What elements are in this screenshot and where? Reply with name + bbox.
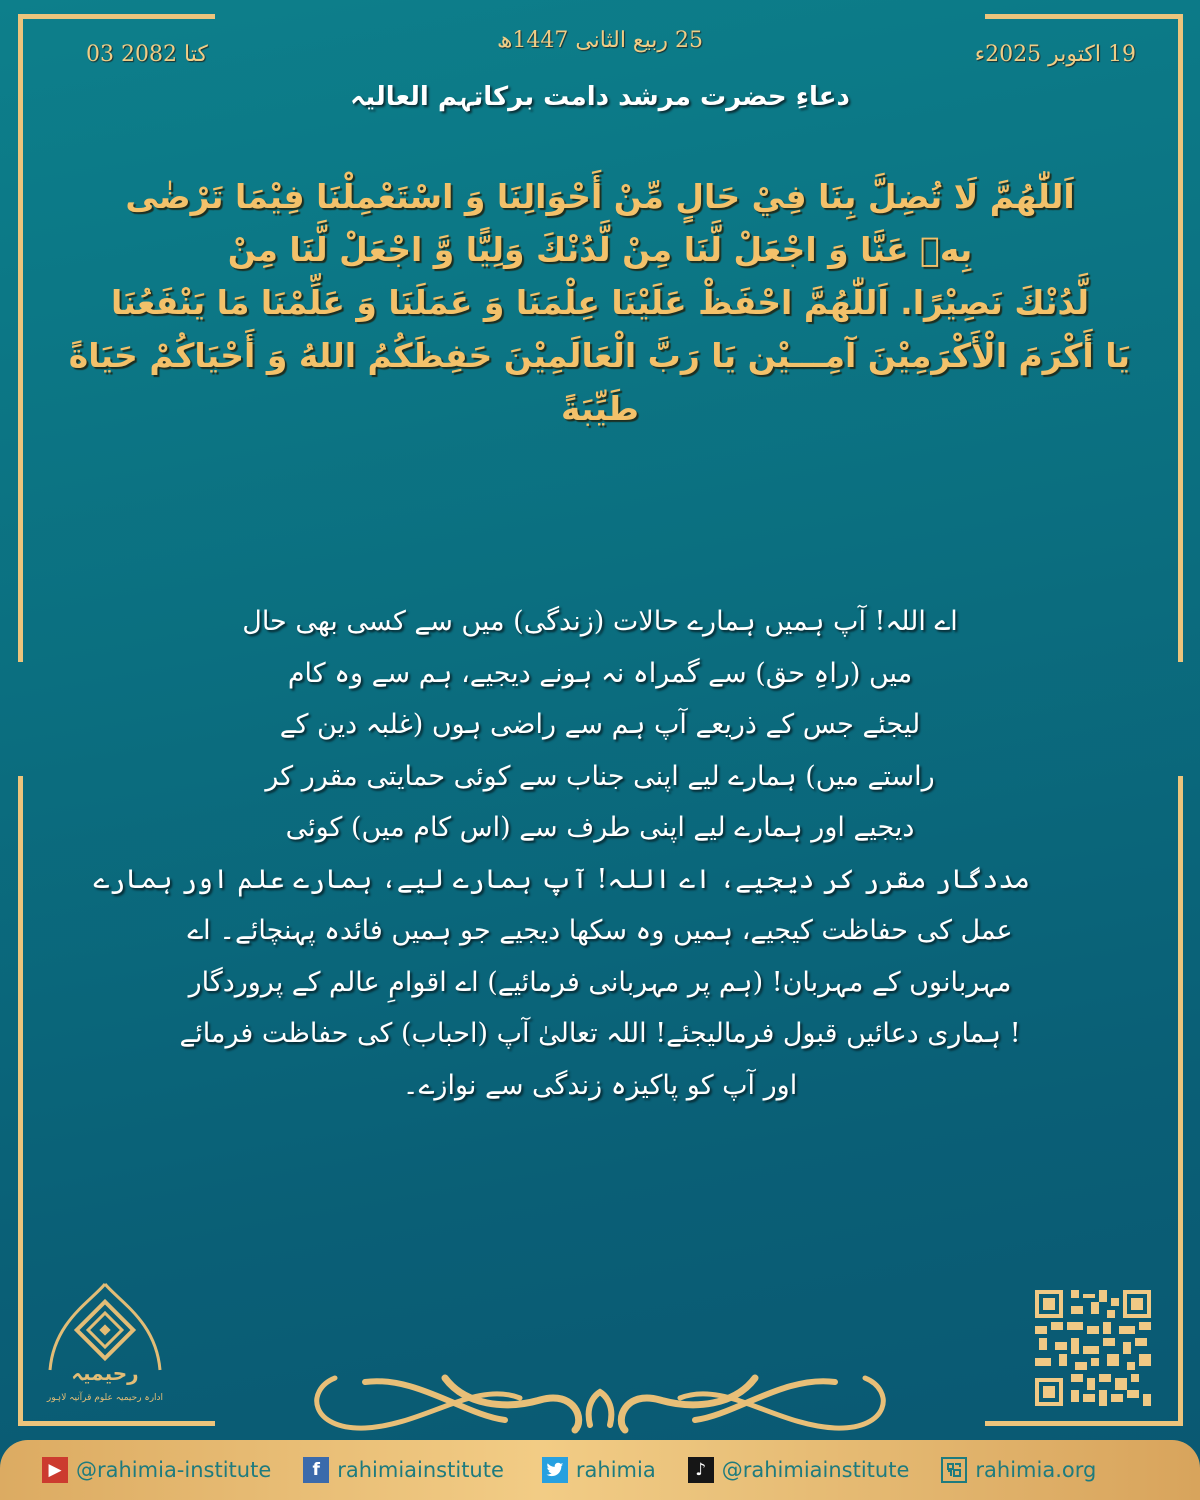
dua-arabic-line: اَللّٰهُمَّ لَا تُضِلَّ بِنَا فِيْ حَالٍ مِّنْ أَحْوَالِنَا وَ اسْتَعْمِلْنَا فِيْمَا تَرْضٰى [125,177,1075,216]
translation-line: اور آپ کو پاکیزہ زندگی سے نوازے۔ [402,1069,798,1101]
social-handle[interactable]: rahimia [575,1458,656,1482]
dua-arabic [70,170,1130,435]
ornament-divider [305,1370,895,1438]
social-link-twitter[interactable] [542,1457,656,1483]
date-hijri: 25 ربیع الثانی 1447ھ [496,28,704,53]
date-gregorian: 19 اکتوبر 2025ء [974,42,1136,67]
social-link-facebook[interactable] [303,1457,504,1483]
frame-top-left-h [18,14,215,19]
website-url[interactable]: rahimia.org [975,1458,1097,1482]
social-footer [0,1440,1200,1500]
dua-arabic-line: يَا أَكْرَمَ الْأَكْرَمِيْنَ آمِـــيْن يَا رَبَّ الْعَالَمِيْنَ حَفِظَكُمُ اللهُ وَ أَحْيَاكُمْ حَيَاةً [68,336,1130,375]
translation-line: میں (راہِ حق) سے گمراہ نہ ہونے دیجیے، ہم سے وہ کام [287,657,913,689]
qr-code[interactable] [1034,1290,1152,1406]
social-link-tiktok[interactable] [688,1457,910,1483]
qr-code-icon [1034,1290,1152,1406]
website-icon [941,1457,967,1483]
translation-urdu [93,596,1030,1111]
youtube-icon: ▶ [42,1457,68,1483]
translation-line: مہربانوں کے مہربان! (ہم پر مہربانی فرمائیے) اے اقوامِ عالم کے پروردگار [188,966,1012,998]
translation-line: مددگار مقرر کر دیجیے، اے اللہ! آپ ہمارے لیے، ہمارے علم اور ہمارے [93,863,1030,895]
dua-arabic-line: طَيِّبَةً [560,389,640,428]
translation-line: اے اللہ! آپ ہمیں ہمارے حالات (زندگی) میں سے کسی بھی حال [242,606,958,637]
social-handle[interactable]: rahimiainstitute [337,1458,504,1482]
frame-bottom-left-v [18,776,23,1426]
translation-line: راستے میں) ہمارے لیے اپنی جناب سے کوئی حمایتی مقرر کر [265,760,935,792]
svg-text:ادارہ رحیمیہ علوم قرآنیہ لاہور: ادارہ رحیمیہ علوم قرآنیہ لاہور [46,1393,164,1403]
translation-line: ! ہماری دعائیں قبول فرمالیجئے! اللہ تعالیٰ آپ (احباب) کی حفاظت فرمائے [179,1018,1021,1049]
social-link-youtube[interactable] [42,1457,271,1483]
dua-arabic-line: بِهٖ عَنَّا وَ اجْعَلْ لَّنَا مِنْ لَّدُنْكَ وَلِيًّا وَّ اجْعَلْ لَّنَا مِنْ [227,230,973,269]
frame-bottom-right-h [985,1421,1183,1426]
facebook-icon: f [303,1457,329,1483]
frame-bottom-left-h [18,1421,215,1426]
flourish-ornament-icon [305,1370,895,1438]
frame-bottom-right-v [1178,776,1183,1426]
frame-top-right-h [985,14,1183,19]
kufic-square-logo-icon [40,1282,170,1410]
svg-text:رحیمیہ: رحیمیہ [71,1361,139,1385]
social-handle[interactable]: @rahimia-institute [76,1458,272,1482]
tiktok-icon: ♪ [688,1457,714,1483]
twitter-icon [542,1457,568,1483]
translation-line: عمل کی حفاظت کیجیے، ہمیں وہ سکھا دیجیے جو ہمیں فائدہ پہنچائے۔ اے [187,915,1013,946]
translation-line: دیجیے اور ہمارے لیے اپنی طرف سے (اس کام میں) کوئی [285,812,915,843]
translation-line: لیجئے جس کے ذریعے آپ ہم سے راضی ہوں (غلبہ دین کے [279,709,921,740]
dua-arabic-line: لَّدُنْكَ نَصِيْرًا. اَللّٰهُمَّ احْفَظْ عَلَيْنَا عِلْمَنَا وَ عَمَلَنَا وَ عَلِّمْنَا مَا يَنْفَعُنَا [110,283,1089,322]
page-title: دعاءِ حضرت مرشد دامت برکاتہم العالیہ [350,82,850,112]
social-link-website[interactable] [941,1457,1096,1483]
institute-logo [40,1282,170,1410]
social-handle[interactable]: @rahimiainstitute [721,1458,910,1482]
date-bikrami: 03 کتا 2082 [86,42,208,67]
